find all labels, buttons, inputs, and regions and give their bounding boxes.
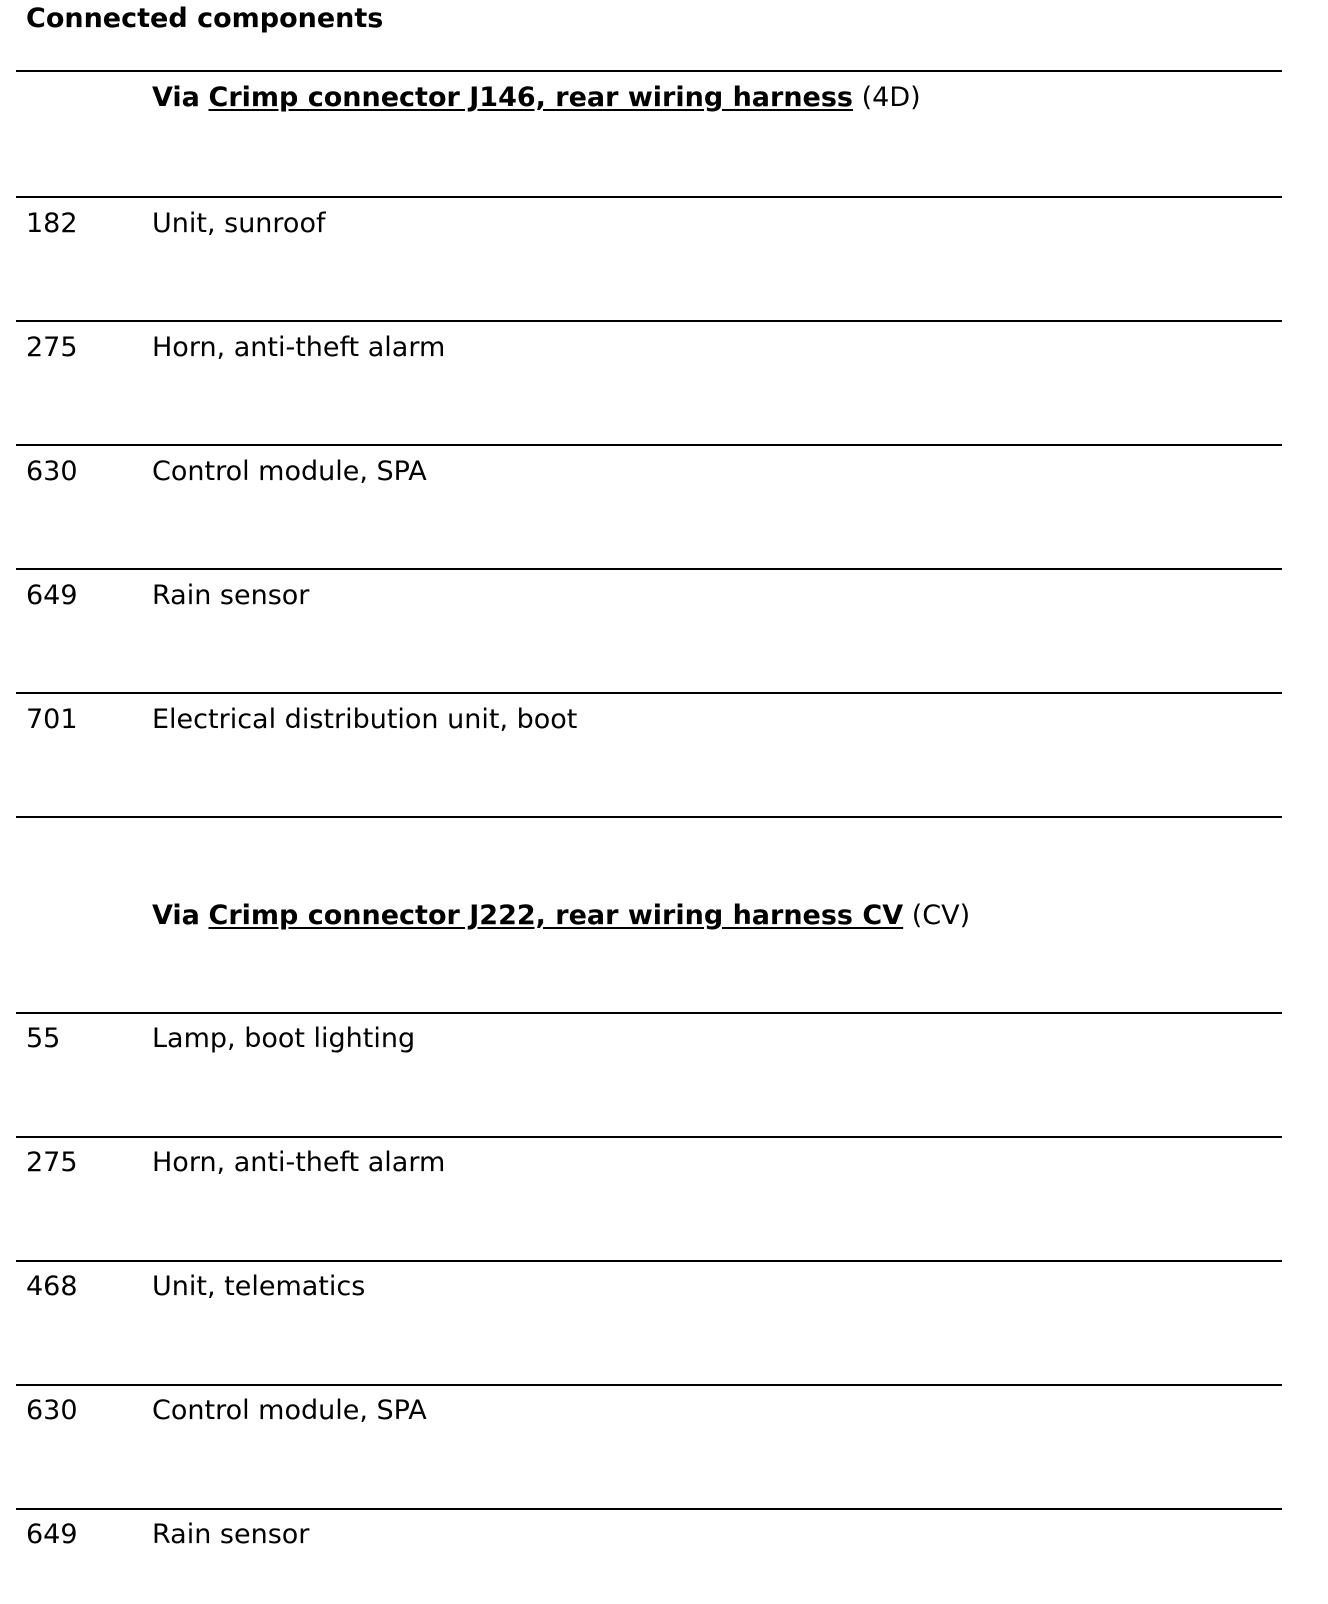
component-number: 649 — [26, 1519, 78, 1550]
table-row — [0, 1517, 1300, 1557]
section-heading — [152, 898, 970, 934]
component-description: Electrical distribution unit, boot — [152, 704, 578, 735]
via-label: Via — [152, 900, 200, 931]
component-description: Unit, sunroof — [152, 208, 326, 239]
table-rule — [16, 320, 1282, 322]
table-row — [0, 1021, 1300, 1061]
component-number: 55 — [26, 1023, 61, 1054]
component-number: 630 — [26, 1395, 78, 1426]
component-number: 275 — [26, 332, 78, 363]
section-suffix: (CV) — [911, 900, 971, 931]
table-rule — [16, 1260, 1282, 1262]
component-number: 182 — [26, 208, 78, 239]
table-rule — [16, 196, 1282, 198]
component-description: Control module, SPA — [152, 1395, 427, 1426]
table-rule — [16, 692, 1282, 694]
table-row — [0, 330, 1300, 370]
table-row — [0, 1145, 1300, 1185]
component-description: Horn, anti-theft alarm — [152, 332, 446, 363]
component-description: Horn, anti-theft alarm — [152, 1147, 446, 1178]
component-description: Unit, telematics — [152, 1271, 366, 1302]
table-row — [0, 206, 1300, 246]
section-heading — [152, 80, 921, 116]
table-row — [0, 702, 1300, 742]
component-description: Rain sensor — [152, 580, 310, 611]
table-rule — [16, 70, 1282, 72]
component-description: Control module, SPA — [152, 456, 427, 487]
table-rule — [16, 816, 1282, 818]
component-number: 701 — [26, 704, 78, 735]
component-description: Lamp, boot lighting — [152, 1023, 416, 1054]
crimp-connector-j222-link[interactable]: Crimp connector J222, rear wiring harness CV — [208, 900, 904, 931]
table-rule — [16, 1508, 1282, 1510]
component-description: Rain sensor — [152, 1519, 310, 1550]
component-number: 275 — [26, 1147, 78, 1178]
table-row — [0, 578, 1300, 618]
page-title: Connected components — [26, 3, 384, 34]
table-row — [0, 1393, 1300, 1433]
section-suffix: (4D) — [861, 82, 921, 113]
component-number: 649 — [26, 580, 78, 611]
component-number: 630 — [26, 456, 78, 487]
table-rule — [16, 568, 1282, 570]
table-row — [0, 454, 1300, 494]
table-rule — [16, 1384, 1282, 1386]
table-rule — [16, 1136, 1282, 1138]
via-label: Via — [152, 82, 200, 113]
table-row — [0, 1269, 1300, 1309]
table-rule — [16, 444, 1282, 446]
component-number: 468 — [26, 1271, 78, 1302]
table-rule — [16, 1012, 1282, 1014]
crimp-connector-j146-link[interactable]: Crimp connector J146, rear wiring harness — [208, 82, 854, 113]
